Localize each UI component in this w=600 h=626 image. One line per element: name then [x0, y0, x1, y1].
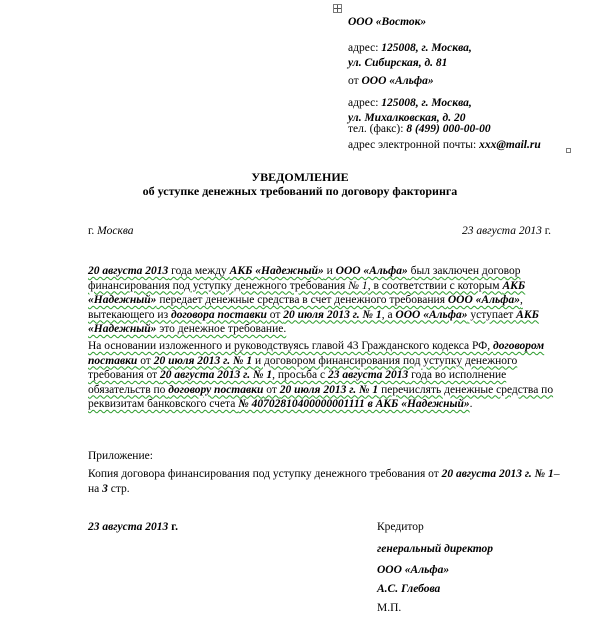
city: Москва: [97, 225, 134, 237]
from-address-value1: 125008, г. Москва,: [381, 97, 472, 109]
from-company: ООО «Альфа»: [361, 75, 434, 87]
attachment-label: Приложение:: [88, 450, 153, 462]
signer-position: генеральный директор: [377, 543, 494, 555]
to-address-line1: [348, 40, 472, 56]
from-address-label: адрес:: [348, 97, 379, 109]
email-value: xxx@mail.ru: [479, 139, 541, 151]
paragraph-1: 20 августа 2013 года между АКБ «Надежный» и ООО «Альфа» был заключен договор финансирования под уступку денежного требования № 1, в соответствии с которым АКБ «Надежный» передает денежные средства в счет денежного требования ООО «Альфа», вытекающего из договора поставки от 20 июля 2013 г. № 1, а ООО «Альфа» уступает АКБ «Надежный» это денежное требование.: [88, 265, 539, 335]
stamp-label: М.П.: [377, 602, 402, 614]
attachment-text: Копия договора финансирования под уступку денежного требования от 20 августа 2013 г. № 1– на 3 стр.: [88, 468, 560, 495]
to-address-value1: 125008, г. Москва,: [381, 42, 472, 54]
phone-line: [348, 121, 491, 137]
document-date: [462, 223, 551, 239]
email-line: [348, 137, 541, 153]
creditor-label: Кредитор: [377, 521, 424, 533]
page-title: УВЕДОМЛЕНИЕ: [251, 170, 349, 184]
table-move-handle-icon[interactable]: [333, 4, 342, 13]
to-company: ООО «Восток»: [348, 16, 427, 28]
signer-name: А.С. Глебова: [377, 583, 441, 595]
phone-value: 8 (499) 000-00-00: [406, 123, 491, 135]
paragraph-2: На основании изложенного и руководствуясь главой 43 Гражданского кодекса РФ, договором поставки от 20 июля 2013 г. № 1 и договором финансирования под уступку денежного требования от 20 августа 2013 г. № 1, просьба с 23 августа 2013 года во исполнение обязательств по договору поставки от 20 июля 2013 г. № 1 перечислять денежные средства по реквизитам банковского счета № 40702810400000001111 в АКБ «Надежный».: [88, 340, 554, 410]
from-label: от: [348, 75, 359, 87]
from-address-line2: ул. Михалковская, д. 20: [348, 112, 466, 124]
place: [88, 223, 134, 239]
date-value: 23 августа 2013: [462, 225, 542, 237]
from-address-line1: [348, 95, 472, 111]
p1-bank: АКБ «Надежный»: [229, 265, 324, 277]
email-label: адрес электронной почты:: [348, 139, 477, 151]
date-suffix: г.: [544, 225, 552, 237]
phone-label: тел. (факс):: [348, 123, 404, 135]
to-address-line2: ул. Сибирская, д. 81: [348, 57, 448, 69]
signer-company: ООО «Альфа»: [377, 564, 450, 576]
city-prefix: г.: [88, 225, 95, 237]
page-subtitle: об уступке денежных требований по договору факторинга: [142, 184, 458, 198]
p1-company: ООО «Альфа»: [335, 265, 408, 277]
table-resize-handle-icon[interactable]: [566, 148, 571, 153]
bank-account: № 40702810400000001111 в АКБ «Надежный»: [238, 398, 470, 410]
p1-date: 20 августа 2013: [88, 265, 169, 277]
signature-date: 23 августа 2013 г.: [88, 521, 178, 533]
to-address-label: адрес:: [348, 42, 379, 54]
from-line: [348, 73, 434, 89]
